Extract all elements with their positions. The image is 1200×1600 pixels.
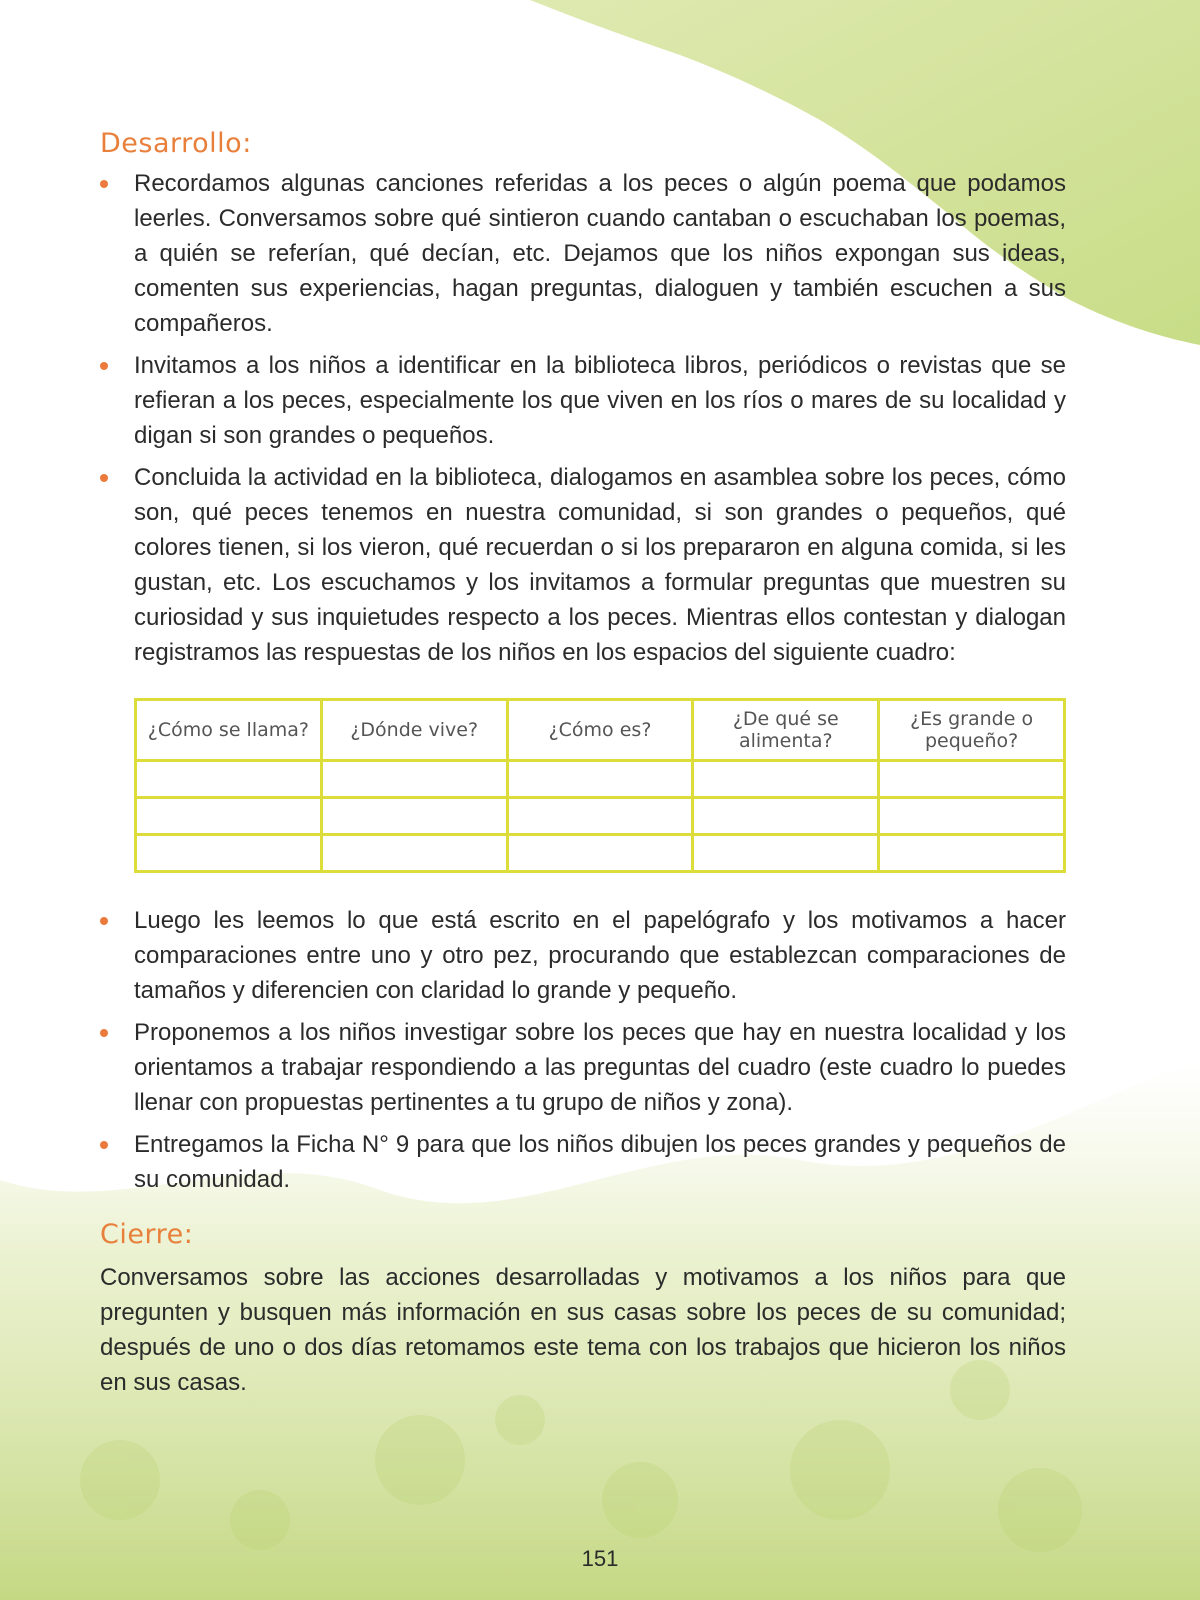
table-header-cell: ¿Cómo se llama? — [136, 700, 322, 761]
desarrollo-list-continued — [100, 903, 1066, 1197]
table-header-row — [136, 700, 1065, 761]
table-cell — [321, 761, 507, 798]
table-row — [136, 761, 1065, 798]
table-cell — [136, 835, 322, 872]
table-cell — [693, 761, 879, 798]
table-header-cell: ¿Dónde vive? — [321, 700, 507, 761]
table-cell — [879, 798, 1065, 835]
fish-questions-table — [134, 698, 1066, 873]
table-cell — [136, 798, 322, 835]
list-item: Entregamos la Ficha N° 9 para que los niños dibujen los peces grandes y pequeños de su comunidad. — [100, 1127, 1066, 1197]
table-cell — [136, 761, 322, 798]
desarrollo-list — [100, 166, 1066, 670]
table-cell — [879, 761, 1065, 798]
table-row — [136, 798, 1065, 835]
table-cell — [879, 835, 1065, 872]
page-content — [100, 128, 1066, 1400]
cierre-paragraph: Conversamos sobre las acciones desarrolladas y motivamos a los niños para que pregunten y busquen más información en sus casas sobre los peces de su comunidad; después de uno o dos días retomamos este tema con los trabajos que hicieron los niños en sus casas. — [100, 1263, 1066, 1396]
list-item: Recordamos algunas canciones referidas a los peces o algún poema que podamos leerles. Conversamos sobre qué sintieron cuando cantaban o escuchaban los poemas, a quién se referían, qué decían, etc. Dejamos que los niños expongan sus ideas, comenten sus experiencias, hagan preguntas, dialoguen y también escuchen a sus compañeros. — [100, 166, 1066, 341]
fish-questions-table-wrap — [134, 698, 1066, 873]
section-title-desarrollo: Desarrollo: — [100, 128, 252, 159]
table-cell — [693, 835, 879, 872]
list-item: Invitamos a los niños a identificar en la biblioteca libros, periódicos o revistas que se refieran a los peces, especialmente los que viven en los ríos o mares de su localidad y digan si son grandes o pequeños. — [100, 348, 1066, 453]
table-cell — [507, 835, 693, 872]
table-row — [136, 835, 1065, 872]
table-cell — [507, 798, 693, 835]
list-item: Luego les leemos lo que está escrito en el papelógrafo y los motivamos a hacer comparaciones entre uno y otro pez, procurando que establezcan comparaciones de tamaños y diferencien con claridad lo grande y pequeño. — [100, 903, 1066, 1008]
table-cell — [507, 761, 693, 798]
page-number: 151 — [581, 1546, 619, 1571]
section-title-cierre: Cierre: — [100, 1219, 194, 1251]
table-cell — [321, 798, 507, 835]
cierre-section — [100, 1219, 1066, 1399]
table-header-cell: ¿De qué se alimenta? — [693, 700, 879, 761]
table-cell — [693, 798, 879, 835]
table-header-cell: ¿Cómo es? — [507, 700, 693, 761]
list-item: Proponemos a los niños investigar sobre los peces que hay en nuestra localidad y los orientamos a trabajar respondiendo a las preguntas del cuadro (este cuadro lo puedes llenar con propuestas pertinentes a tu grupo de niños y zona). — [100, 1015, 1066, 1120]
table-header-cell: ¿Es grande o pequeño? — [879, 700, 1065, 761]
table-cell — [321, 835, 507, 872]
list-item: Concluida la actividad en la biblioteca, dialogamos en asamblea sobre los peces, cómo son, qué peces tenemos en nuestra comunidad, si son grandes o pequeños, qué colores tienen, si los vieron, qué recuerdan o si los prepararon en alguna comida, si les gustan, etc. Los escuchamos y los invitamos a formular preguntas que muestren su curiosidad y sus inquietudes respecto a los peces. Mientras ellos contestan y dialogan registramos las respuestas de los niños en los espacios del siguiente cuadro: — [100, 460, 1066, 670]
